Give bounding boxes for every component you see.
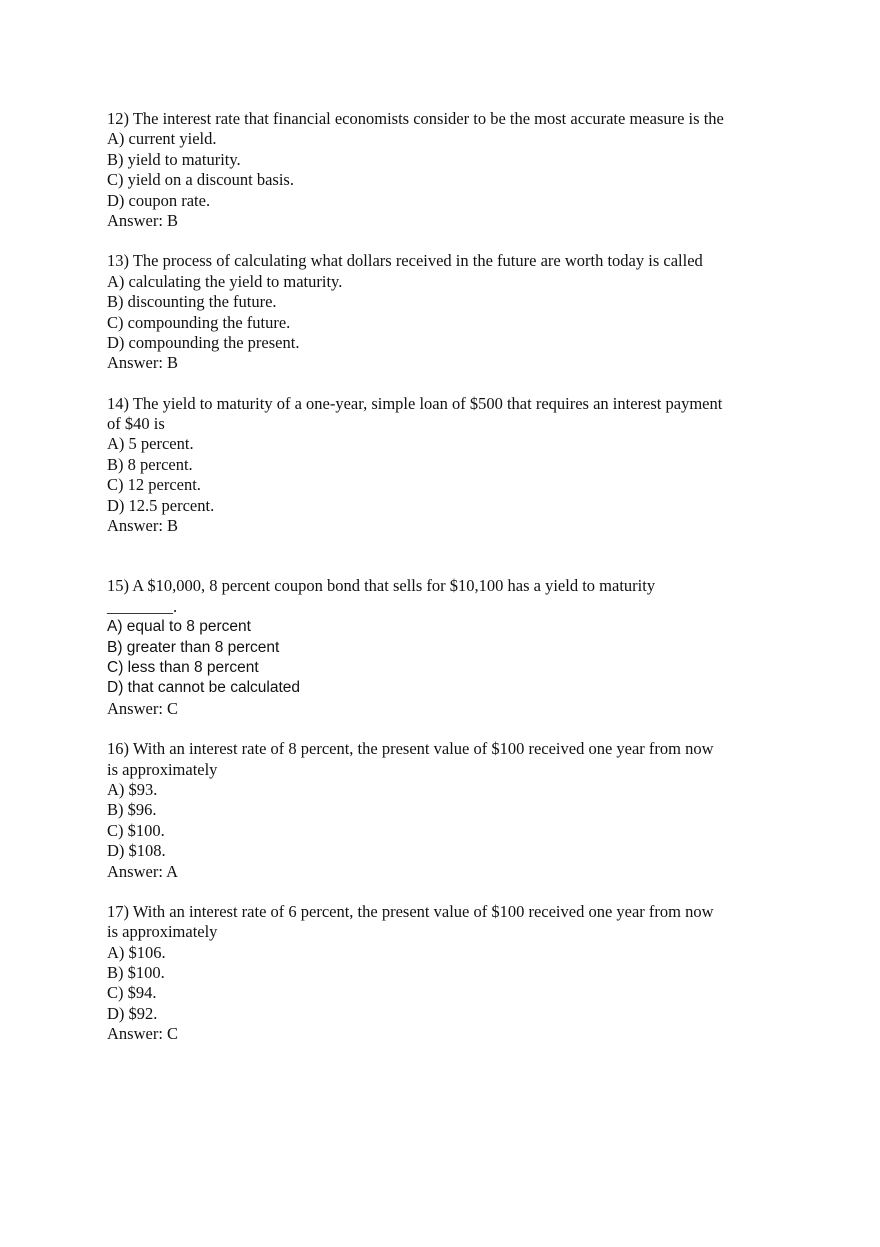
answer-key: Answer: B [107, 353, 179, 373]
question-stem-continued: is approximately [107, 922, 218, 942]
option-b: B) greater than 8 percent [107, 638, 280, 656]
answer-key: Answer: C [107, 1024, 179, 1044]
option-d: D) $92. [107, 1003, 158, 1023]
option-c: C) yield on a discount basis. [107, 170, 294, 190]
option-a: A) 5 percent. [107, 434, 194, 454]
document-page [107, 109, 807, 1065]
question-12 [107, 109, 807, 231]
question-15 [107, 576, 807, 719]
question-stem: 16) With an interest rate of 8 percent, the present value of $100 received one year from now [107, 739, 714, 759]
option-a: A) current yield. [107, 129, 217, 149]
option-a: A) $93. [107, 779, 158, 799]
option-a: A) equal to 8 percent [107, 618, 251, 636]
option-d: D) compounding the present. [107, 332, 300, 352]
option-b: B) yield to maturity. [107, 149, 241, 169]
question-stem: 13) The process of calculating what dollars received in the future are worth today is called [107, 251, 703, 271]
answer-key: Answer: A [107, 861, 179, 881]
question-stem: 17) With an interest rate of 6 percent, the present value of $100 received one year from now [107, 901, 714, 921]
option-b: B) 8 percent. [107, 454, 193, 474]
option-c: C) $100. [107, 820, 165, 840]
question-17 [107, 902, 807, 1045]
option-a: A) calculating the yield to maturity. [107, 271, 343, 291]
answer-key: Answer: C [107, 698, 179, 718]
option-a: A) $106. [107, 942, 166, 962]
option-c: C) compounding the future. [107, 312, 291, 332]
question-14 [107, 394, 807, 537]
question-13 [107, 251, 807, 373]
option-d: D) coupon rate. [107, 190, 211, 210]
question-stem-continued: is approximately [107, 759, 218, 779]
answer-key: Answer: B [107, 210, 179, 230]
option-c: C) $94. [107, 983, 157, 1003]
question-stem: 14) The yield to maturity of a one-year, simple loan of $500 that requires an interest payment [107, 393, 723, 413]
option-b: B) $100. [107, 963, 165, 983]
option-c: C) less than 8 percent [107, 658, 259, 676]
question-stem-continued: of $40 is [107, 414, 165, 434]
option-c: C) 12 percent. [107, 475, 201, 495]
question-stem: 15) A $10,000, 8 percent coupon bond that sells for $10,100 has a yield to maturity [107, 576, 656, 596]
option-d: D) that cannot be calculated [107, 679, 301, 697]
option-d: D) $108. [107, 841, 166, 861]
option-b: B) $96. [107, 800, 157, 820]
option-b: B) discounting the future. [107, 292, 277, 312]
question-blank: ________. [107, 596, 178, 616]
question-stem: 12) The interest rate that financial economists consider to be the most accurate measure is the [107, 109, 724, 128]
answer-key: Answer: B [107, 516, 179, 536]
option-d: D) 12.5 percent. [107, 495, 215, 515]
question-16 [107, 739, 807, 882]
